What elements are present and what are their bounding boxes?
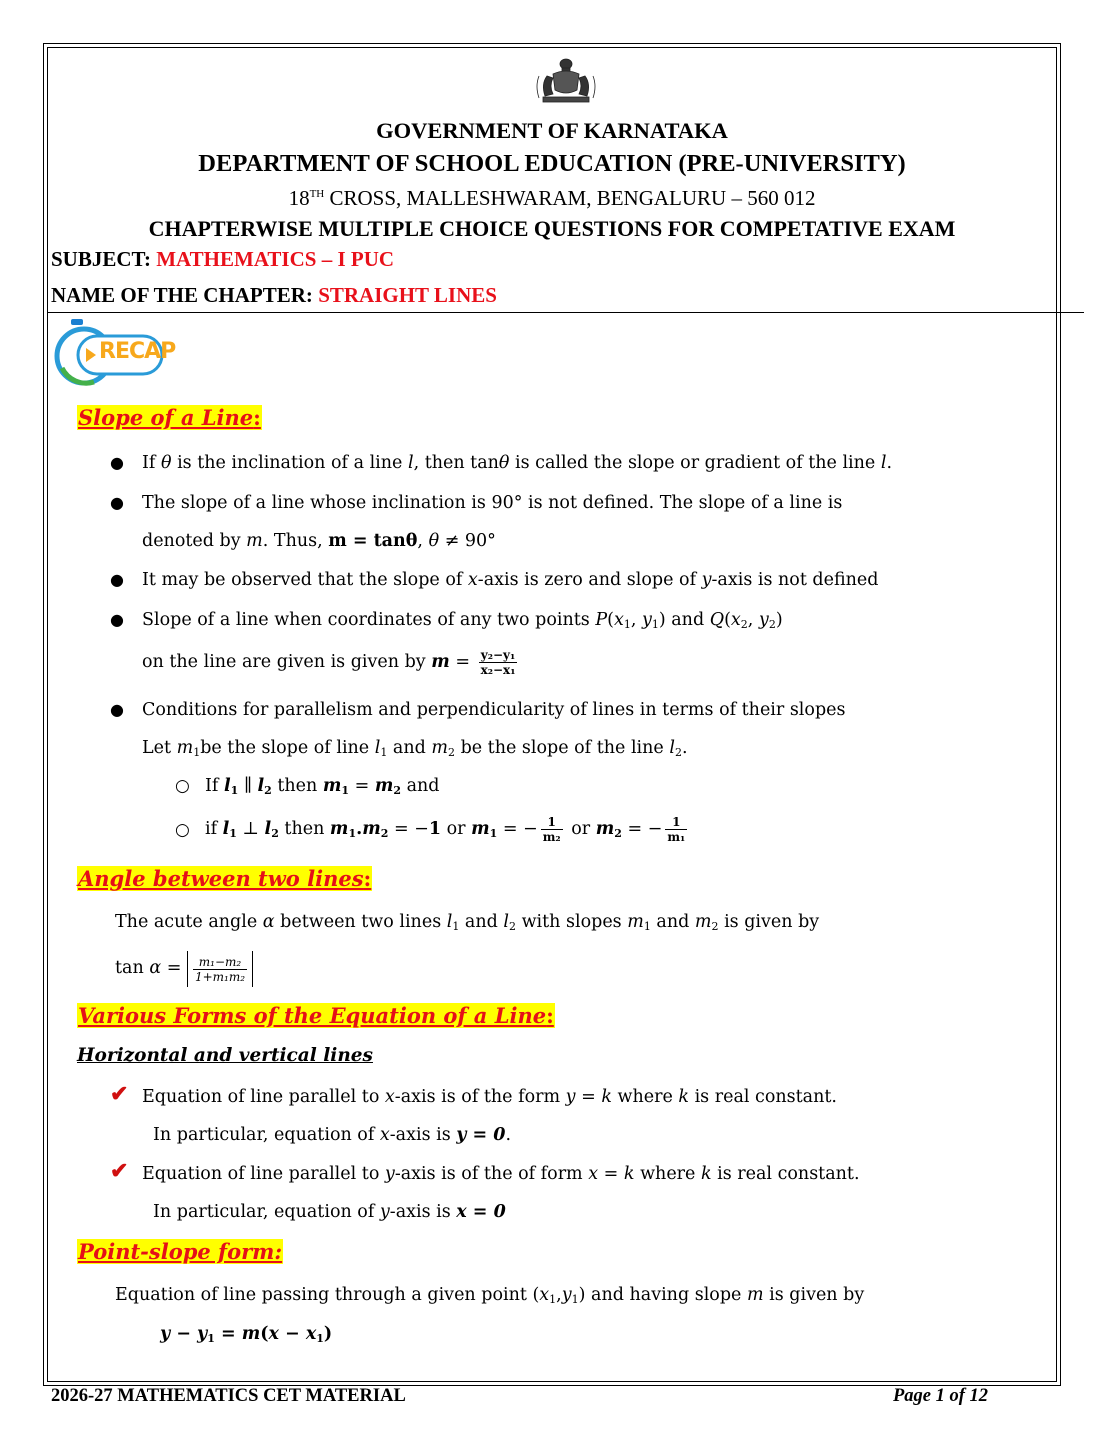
circle-bullet-icon: ○ — [175, 776, 190, 796]
chapter-line: NAME OF THE CHAPTER: STRAIGHT LINES — [51, 283, 497, 307]
karnataka-emblem-icon — [533, 56, 599, 106]
slope-bullet-4b: on the line are given is given by m = $\frac{\text{y₂−y₁}}{\text{x₂−x₁}}$ — [142, 648, 516, 677]
bullet-icon: ● — [110, 493, 124, 512]
slope-bullet-3: It may be observed that the slope of x-axis is zero and slope of y-axis is not defined — [142, 570, 879, 590]
footer-material-title: 2026-27 MATHEMATICS CET MATERIAL — [51, 1386, 406, 1406]
heading-angle: Angle between two lines: — [78, 866, 372, 891]
government-title: GOVERNMENT OF KARNATAKA — [376, 118, 728, 143]
point-slope-text: Equation of line passing through a given point $(x_1,y_1)$ and having slope m is given by — [115, 1285, 865, 1306]
recap-label: RECAP — [99, 339, 176, 364]
y-axis-equation: In particular, equation of y-axis is x = 0 — [153, 1202, 506, 1222]
angle-text: The acute angle α between two lines $l_1$ and $l_2$ with slopes $m_1$ and $m_2$ is given by — [115, 912, 820, 933]
slope-bullet-5a: Conditions for parallelism and perpendicularity of lines in terms of their slopes — [142, 700, 846, 720]
slope-bullet-5b: Let $m_1be$ the slope of line $l_1$ and $m_2$ be the slope of the line $l_2$. — [142, 738, 688, 759]
angle-formula: tan α = $\frac{\text{m₁−m₂}}{\text{1+m₁m₂}}$ — [115, 950, 253, 987]
heading-forms: Various Forms of the Equation of a Line: — [78, 1003, 554, 1028]
subheading-horizontal-vertical: Horizontal and vertical lines — [77, 1045, 373, 1066]
checkmark-icon: ✔ — [110, 1158, 129, 1184]
horizontal-line-text: Equation of line parallel to x-axis is of the form y = k where k is real constant. — [142, 1087, 837, 1107]
bullet-icon: ● — [110, 453, 124, 472]
department-title: DEPARTMENT OF SCHOOL EDUCATION (PRE-UNIVERSITY) — [198, 150, 906, 177]
point-slope-formula: $y - y_1 = m(x - x_1)$ — [160, 1324, 333, 1345]
subject-line: SUBJECT: MATHEMATICS – I PUC — [51, 247, 395, 271]
header-divider — [47, 312, 1084, 313]
heading-point-slope: Point-slope form: — [78, 1239, 283, 1264]
bullet-icon: ● — [110, 610, 124, 629]
address-line: 18TH CROSS, MALLESHWARAM, BENGALURU – 560 012 — [288, 186, 816, 210]
bullet-icon: ● — [110, 700, 124, 719]
recap-logo — [54, 318, 176, 386]
circle-bullet-icon: ○ — [175, 820, 190, 840]
checkmark-icon: ✔ — [110, 1081, 129, 1107]
slope-bullet-4a: Slope of a line when coordinates of any two points $P(x_1$, $y_1$) and $Q(x_2$, $y_2$) — [142, 610, 783, 631]
slope-bullet-2b: denoted by m. Thus, m = tanθ, θ ≠ 90° — [142, 531, 496, 551]
parallel-condition: If $l_1$ ∥ $l_2$ then $m_1 = m_2$ and — [205, 776, 440, 797]
exam-title: CHAPTERWISE MULTIPLE CHOICE QUESTIONS FOR COMPETATIVE EXAM — [148, 216, 956, 241]
vertical-line-text: Equation of line parallel to y-axis is of the of form x = k where k is real constant. — [142, 1164, 860, 1184]
heading-slope: Slope of a Line: — [78, 405, 261, 430]
footer-page-number: Page 1 of 12 — [893, 1386, 989, 1406]
perpendicular-condition: if $l_1$ ⊥ $l_2$ then $m_1.m_2 = -1$ or $m_1$ = − $\frac{1}{\text{m₂}}$ or $m_2$ = − $\frac{1}{\text{m₁}}$ — [205, 815, 686, 844]
bullet-icon: ● — [110, 570, 124, 589]
slope-bullet-2a: The slope of a line whose inclination is 90° is not defined. The slope of a line is — [142, 493, 843, 513]
x-axis-equation: In particular, equation of x-axis is y = 0. — [153, 1125, 512, 1145]
slope-bullet-1: If θ is the inclination of a line l, then tanθ is called the slope or gradient of the line l. — [142, 453, 893, 473]
